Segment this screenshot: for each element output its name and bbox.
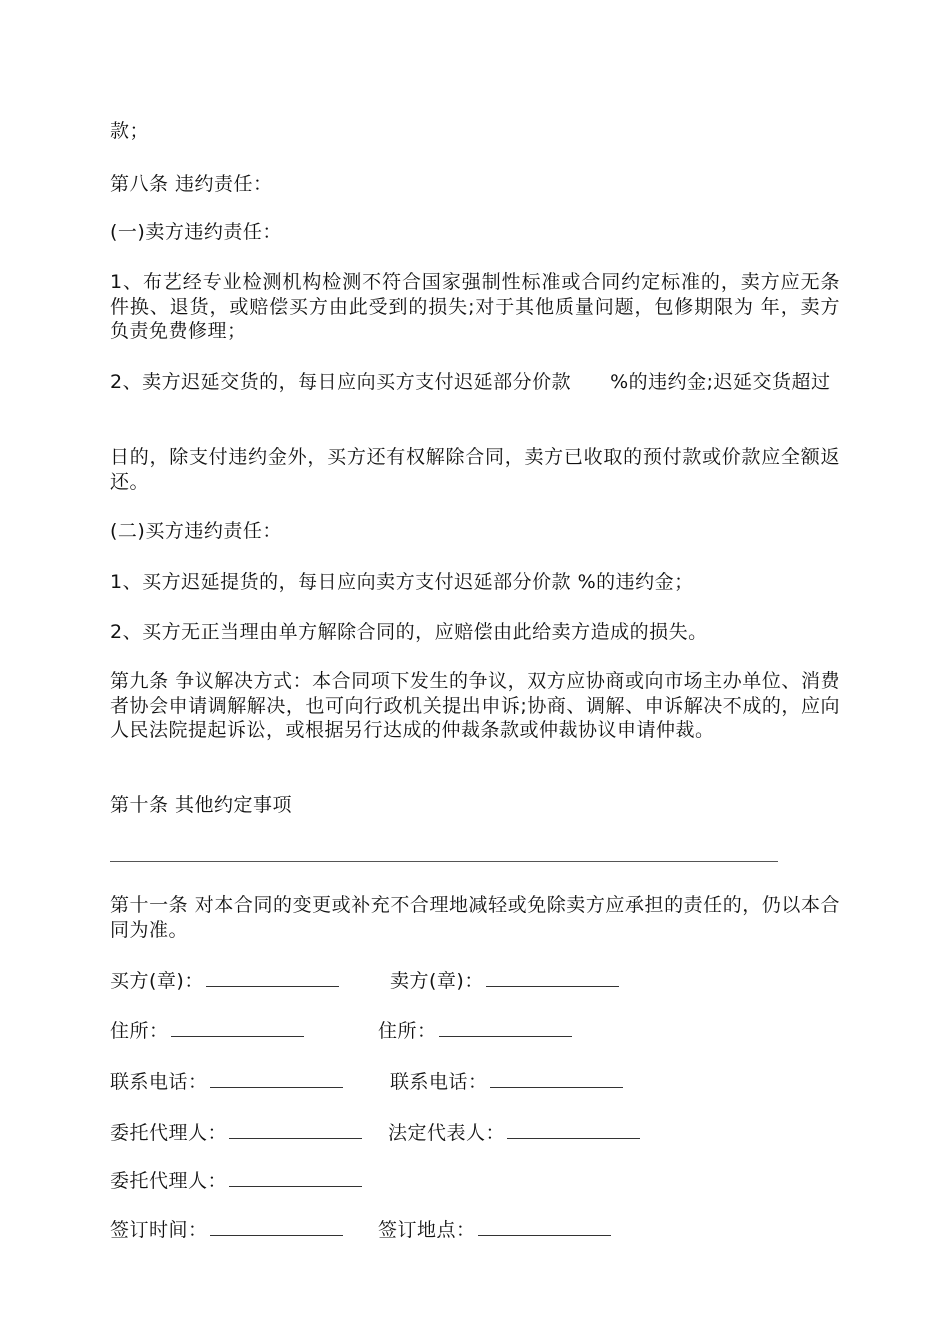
seller-seal-label: 卖方(章)： bbox=[390, 970, 484, 992]
sign-time-label: 签订时间： bbox=[110, 1219, 208, 1241]
seller-address-label: 住所： bbox=[378, 1020, 437, 1042]
buyer-address-field bbox=[110, 1017, 304, 1044]
seller-liability-item-1: 1、布艺经专业检测机构检测不符合国家强制性标准或合同约定标准的，卖方应无条件换、退货，或赔偿买方由此受到的损失;对于其他质量问题，包修期限为 年，卖方负责免费修理； bbox=[110, 271, 840, 342]
buyer-seal-label: 买方(章)： bbox=[110, 970, 204, 992]
seller-phone-blank bbox=[490, 1068, 623, 1088]
buyer-seal-field bbox=[110, 967, 339, 994]
sign-time-blank bbox=[210, 1216, 343, 1236]
seller-agent-blank bbox=[229, 1167, 362, 1187]
sign-place-label: 签订地点： bbox=[378, 1219, 476, 1241]
buyer-phone-label: 联系电话： bbox=[110, 1071, 208, 1093]
buyer-address-label: 住所： bbox=[110, 1020, 169, 1042]
buyer-agent-label: 委托代理人： bbox=[110, 1122, 228, 1144]
seller-liability-item-2-cont: 日的，除支付违约金外，买方还有权解除合同，卖方已收取的预付款或价款应全额返还。 bbox=[110, 446, 840, 493]
seller-address-blank bbox=[439, 1017, 572, 1037]
fill-in-line bbox=[110, 861, 778, 862]
seller-agent-field bbox=[110, 1167, 362, 1194]
seller-address-field bbox=[378, 1017, 572, 1044]
seller-seal-field bbox=[390, 967, 619, 994]
buyer-phone-field bbox=[110, 1068, 343, 1095]
legal-rep-label: 法定代表人： bbox=[388, 1122, 506, 1144]
article-9-dispute: 第九条 争议解决方式：本合同项下发生的争议，双方应协商或向市场主办单位、消费者协会申请调解解决，也可向行政机关提出申诉;协商、调解、申诉解决不成的，应向 人民法院提起诉讼，或根据另行达成的仲裁条款或仲裁协议申请仲裁。 bbox=[110, 670, 840, 741]
buyer-seal-blank bbox=[206, 967, 339, 987]
seller-agent-label: 委托代理人： bbox=[110, 1170, 228, 1192]
buyer-agent-field bbox=[110, 1119, 362, 1146]
buyer-liability-item-2: 2、买方无正当理由单方解除合同的，应赔偿由此给卖方造成的损失。 bbox=[110, 621, 708, 643]
seller-liability-item-2: 2、卖方迟延交货的，每日应向买方支付迟延部分价款 %的违约金;迟延交货超过 bbox=[110, 371, 831, 393]
seller-phone-field bbox=[390, 1068, 623, 1095]
buyer-address-blank bbox=[171, 1017, 304, 1037]
legal-rep-blank bbox=[507, 1119, 640, 1139]
article-11-amendment: 第十一条 对本合同的变更或补充不合理地减轻或免除卖方应承担的责任的，仍以本合同为准。 bbox=[110, 894, 840, 941]
article-10-other: 第十条 其他约定事项 bbox=[110, 794, 293, 816]
sign-time-field bbox=[110, 1216, 343, 1243]
legal-rep-field bbox=[388, 1119, 640, 1146]
article-8-heading: 第八条 违约责任： bbox=[110, 173, 273, 195]
buyer-liability-item-1: 1、买方迟延提货的，每日应向卖方支付迟延部分价款 %的违约金； bbox=[110, 571, 694, 593]
sign-place-blank bbox=[478, 1216, 611, 1236]
buyer-agent-blank bbox=[229, 1119, 362, 1139]
seller-phone-label: 联系电话： bbox=[390, 1071, 488, 1093]
seller-liability-heading: (一)卖方违约责任： bbox=[110, 221, 282, 243]
buyer-phone-blank bbox=[210, 1068, 343, 1088]
buyer-liability-heading: (二)买方违约责任： bbox=[110, 520, 282, 542]
paragraph-continuation: 款； bbox=[110, 120, 150, 142]
seller-seal-blank bbox=[486, 967, 619, 987]
sign-place-field bbox=[378, 1216, 611, 1243]
